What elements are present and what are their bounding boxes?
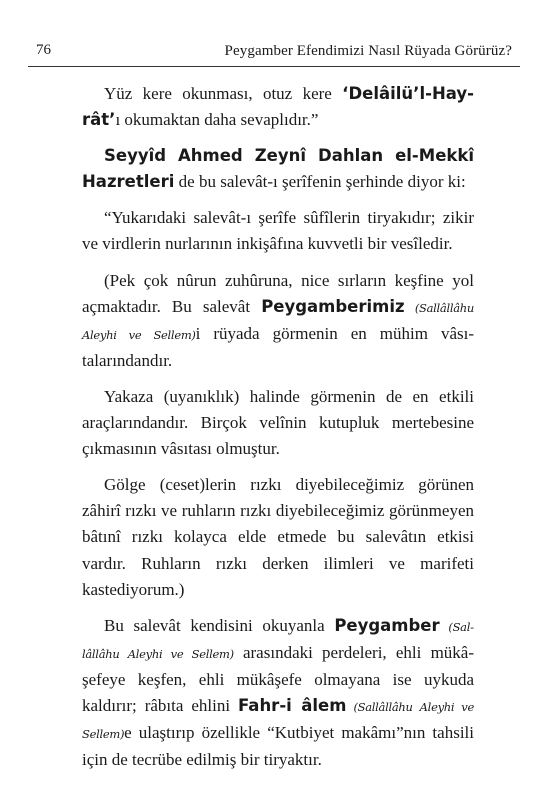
- paragraph-5: [82, 384, 474, 462]
- paragraph-4: [82, 268, 474, 374]
- bold-term: Seyyîd Ahmed Zeynî Dahlan el-Mekkî Hazretleri: [82, 146, 474, 192]
- text: “Yukarıdaki salevât-ı şerîfe sûfîlerin tiryakıdır; zikir ve virdlerin nurlarının inkişâfına kuvvetli bir vesîledir.: [82, 208, 474, 254]
- salutation: (Sallâllâhu Aleyhi ve Sellem): [82, 300, 474, 342]
- page-number: 76: [36, 42, 51, 58]
- paragraph-3: [82, 205, 474, 257]
- text: de bu salevât-ı şerîfenin şerhinde diyor ki:: [174, 172, 466, 192]
- salutation: (Sallâllâhu Aleyhi ve Sellem): [82, 699, 474, 742]
- text: i rüyada görmenin en mühim vâsıtalarındandır.: [82, 323, 475, 370]
- bold-term: Peygamberimiz: [261, 296, 405, 316]
- paragraph-2: [82, 143, 474, 195]
- paragraph-7: [82, 613, 474, 774]
- paragraph-1: [82, 81, 474, 133]
- text: e ulaştırıp özellikle “Kutbiyet makâmı”nın tahsili için de tecrübe edilmiş bir tiryaktır.: [82, 723, 474, 770]
- running-title: Peygamber Efendimizi Nasıl Rüyada Görürüz?: [224, 43, 512, 59]
- text: arasındaki perdeleri, ehli mükâşefeye keşfen, ehli mükâşefe olmayana ise uykuda kaldırır; râbıta ehlini: [82, 642, 475, 715]
- bold-term: Peygamber: [334, 615, 440, 635]
- text: Bu salevât kendisini okuyanla: [104, 615, 335, 635]
- salutation: (Sallâllâhu Aleyhi ve Sellem): [82, 619, 474, 661]
- header-rule: [28, 66, 520, 67]
- text: Gölge (ceset)lerin rızkı diyebileceğimiz görünen zâhirî rızkı ve ruhların rızkı diyebileceğimiz görünmeyen bâtınî rızkı kolayca elde etmede bu salevâtın etkisi vardır. Ruhların rızkı derken ilimleri ve marifeti kastediyorum.): [82, 475, 474, 599]
- text: (Pek çok nûrun zuhûruna, nice sırların keşfine yol açmaktadır. Bu salevât: [82, 270, 474, 316]
- text: Yüz kere okunması, otuz kere: [104, 84, 343, 103]
- text: ı okumaktan daha sevaplıdır.”: [115, 110, 319, 130]
- page-header: [28, 38, 520, 64]
- body-text: [82, 81, 474, 783]
- bold-term: Fahr-i âlem: [238, 695, 347, 715]
- paragraph-6: [82, 472, 474, 602]
- text: Yakaza (uyanıklık) halinde görmenin de en etkili araçlarındandır. Birçok velînin kutupluk mertebesine çıkmasının vâsıtası olmuştur.: [82, 386, 474, 459]
- bold-term: ‘Delâilü’l-Hayrât’: [82, 84, 474, 130]
